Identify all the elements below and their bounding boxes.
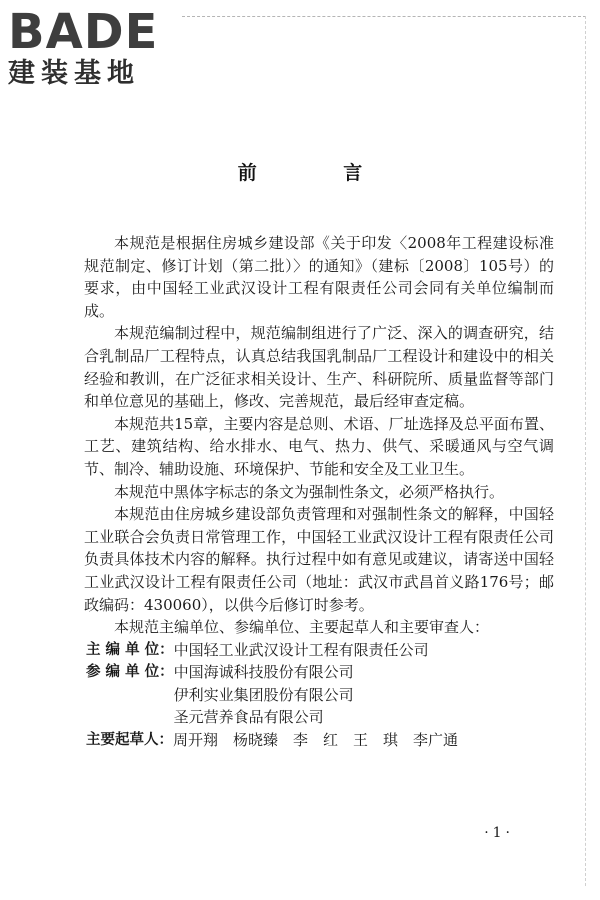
participants-list — [84, 639, 554, 752]
page-edge-rule — [585, 16, 586, 886]
paragraph-mandatory: 本规范中黑体字标志的条文为强制性条文，必须严格执行。 — [114, 482, 505, 501]
participating-unit: 圣元营养食品有限公司 — [173, 708, 324, 727]
paragraph-contents: 本规范共15章，主要内容是总则、术语、厂址选择及总平面布置、工艺、建筑结构、给水排水、电气、热力、供气、采暖通风与空气调节、制冷、辅助设施、环境保护、节能和安全及工业卫生。 — [84, 414, 554, 478]
bade-logo — [8, 6, 180, 89]
page-title: 前 言 — [237, 162, 403, 184]
page-number: ·1· — [484, 825, 514, 841]
chief-unit-label: 主 编 单 位： — [86, 641, 174, 658]
drafters-names: 周开翔 杨晓臻 李 红 王 琪 李广通 — [173, 731, 459, 750]
drafters-label: 主要起草人： — [86, 732, 173, 749]
header-rule — [182, 16, 586, 17]
participating-unit: 伊利实业集团股份有限公司 — [173, 685, 354, 704]
paragraph-process: 本规范编制过程中，规范编制组进行了广泛、深入的调查研究，结合乳制品厂工程特点，认真总结我国乳制品厂工程设计和建设中的相关经验和教训，在广泛征求相关设计、生产、科研院所、质量监督等部门和单位意见的基础上，修改、完善规范，最后经审查定稿。 — [84, 324, 554, 411]
paragraph-source: 本规范是根据住房城乡建设部《关于印发〈2008年工程建设标准规范制定、修订计划（第二批）〉的通知》（建标〔2008〕105号）的要求，由中国轻工业武汉设计工程有限责任公司会同有关单位编制而成。 — [84, 234, 554, 320]
participating-unit: 中国海诚科技股份有限公司 — [173, 663, 354, 682]
chief-unit-value: 中国轻工业武汉设计工程有限责任公司 — [173, 640, 429, 659]
logo-subtitle: 建装基地 — [8, 58, 140, 89]
participating-units-row — [84, 661, 554, 729]
paragraph-participants-intro: 本规范主编单位、参编单位、主要起草人和主要审查人： — [114, 618, 490, 637]
document-body — [84, 232, 554, 752]
paragraph-management: 本规范由住房城乡建设部负责管理和对强制性条文的解释，中国轻工业联合会负责日常管理工作，中国轻工业武汉设计工程有限责任公司负责具体技术内容的解释。执行过程中如有意见或建议，请寄送中国轻工业武汉设计工程有限责任公司（地址：武汉市武昌首义路176号；邮政编码：430060），以供今后修订时参考。 — [84, 505, 554, 614]
logo-wordmark: BADE — [8, 4, 159, 60]
participating-units-label: 参 编 单 位： — [86, 664, 174, 681]
drafters-row — [84, 729, 554, 752]
chief-unit-row — [84, 639, 554, 662]
